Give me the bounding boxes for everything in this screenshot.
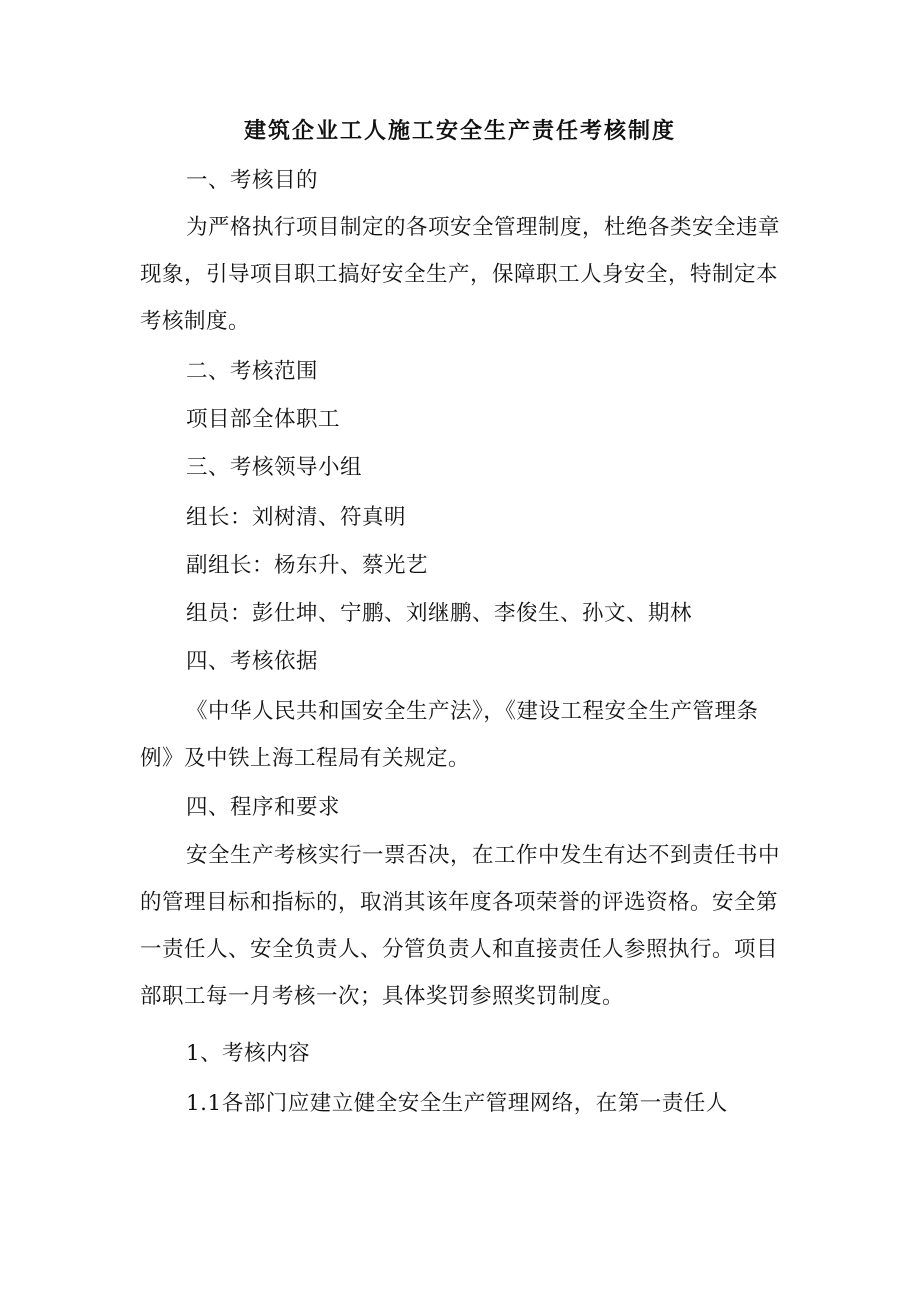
paragraph-scope: 项目部全体职工 <box>186 407 341 432</box>
paragraph-deputy-leader: 副组长：杨东升、蔡光艺 <box>186 553 429 578</box>
paragraph-procedure: 安全生产考核实行一票否决，在工作中发生有达不到责任书中的管理目标和指标的，取消其该年度各项荣誉的评选资格。安全第一责任人、安全负责人、分管负责人和直接责任人参照执行。项目部职工每一月考核一次；具体奖罚参照奖罚制度。 <box>140 843 781 1009</box>
heading-purpose: 一、考核目的 <box>186 168 319 193</box>
paragraph-basis: 《中华人民共和国安全生产法》，《建设工程安全生产管理条例》及中铁上海工程局有关规定。 <box>140 699 759 771</box>
paragraph-purpose: 为严格执行项目制定的各项安全管理制度，杜绝各类安全违章现象，引导项目职工搞好安全生产，保障职工人身安全，特制定本考核制度。 <box>140 215 781 334</box>
heading-scope: 二、考核范围 <box>186 359 319 384</box>
paragraph-leader: 组长：刘树清、符真明 <box>186 505 407 530</box>
heading-leadership: 三、考核领导小组 <box>186 455 363 480</box>
heading-procedure: 四、程序和要求 <box>186 795 341 820</box>
heading-content: 1、考核内容 <box>186 1041 311 1066</box>
paragraph-content-1-1: 1.1各部门应建立健全安全生产管理网络，在第一责任人 <box>186 1091 728 1116</box>
paragraph-members: 组员：彭仕坤、宁鹏、刘继鹏、李俊生、孙文、期林 <box>186 601 693 626</box>
document-title: 建筑企业工人施工安全生产责任考核制度 <box>243 118 676 144</box>
heading-basis: 四、考核依据 <box>186 649 319 674</box>
